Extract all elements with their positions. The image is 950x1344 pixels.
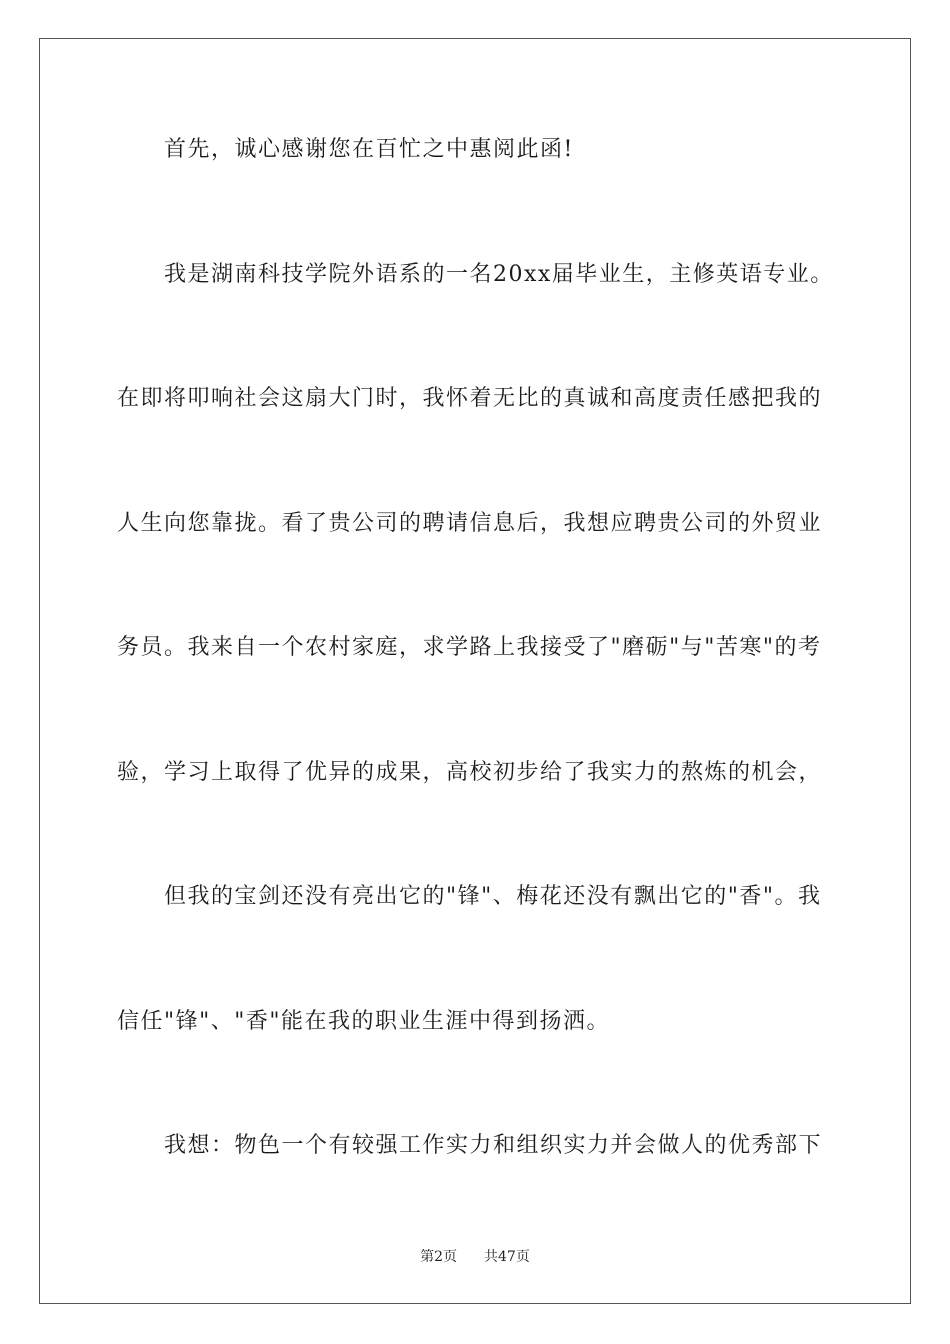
paragraph-line: 务员。我来自一个农村家庭，求学路上我接受了"磨砺"与"苦寒"的考 bbox=[117, 635, 822, 660]
page-border bbox=[39, 38, 911, 1304]
page-footer bbox=[0, 1248, 950, 1266]
paragraph-line: 我想：物色一个有较强工作实力和组织实力并会做人的优秀部下 bbox=[164, 1133, 823, 1158]
paragraph-line: 验，学习上取得了优异的成果，高校初步给了我实力的熬炼的机会， bbox=[117, 760, 823, 785]
page-total: 共47页 bbox=[484, 1249, 530, 1265]
paragraph-line: 我是湖南科技学院外语系的一名20xx届毕业生，主修英语专业。 bbox=[164, 262, 834, 287]
paragraph-line: 信任"锋"、"香"能在我的职业生涯中得到扬洒。 bbox=[117, 1009, 610, 1034]
paragraph-line: 在即将叩响社会这扇大门时，我怀着无比的真诚和高度责任感把我的 bbox=[117, 386, 823, 411]
paragraph-line: 首先，诚心感谢您在百忙之中惠阅此函! bbox=[164, 137, 574, 162]
page-number: 第2页 bbox=[420, 1249, 458, 1265]
paragraph-line: 人生向您靠拢。看了贵公司的聘请信息后，我想应聘贵公司的外贸业 bbox=[117, 511, 823, 536]
paragraph-line: 但我的宝剑还没有亮出它的"锋"、梅花还没有飘出它的"香"。我 bbox=[164, 884, 822, 909]
